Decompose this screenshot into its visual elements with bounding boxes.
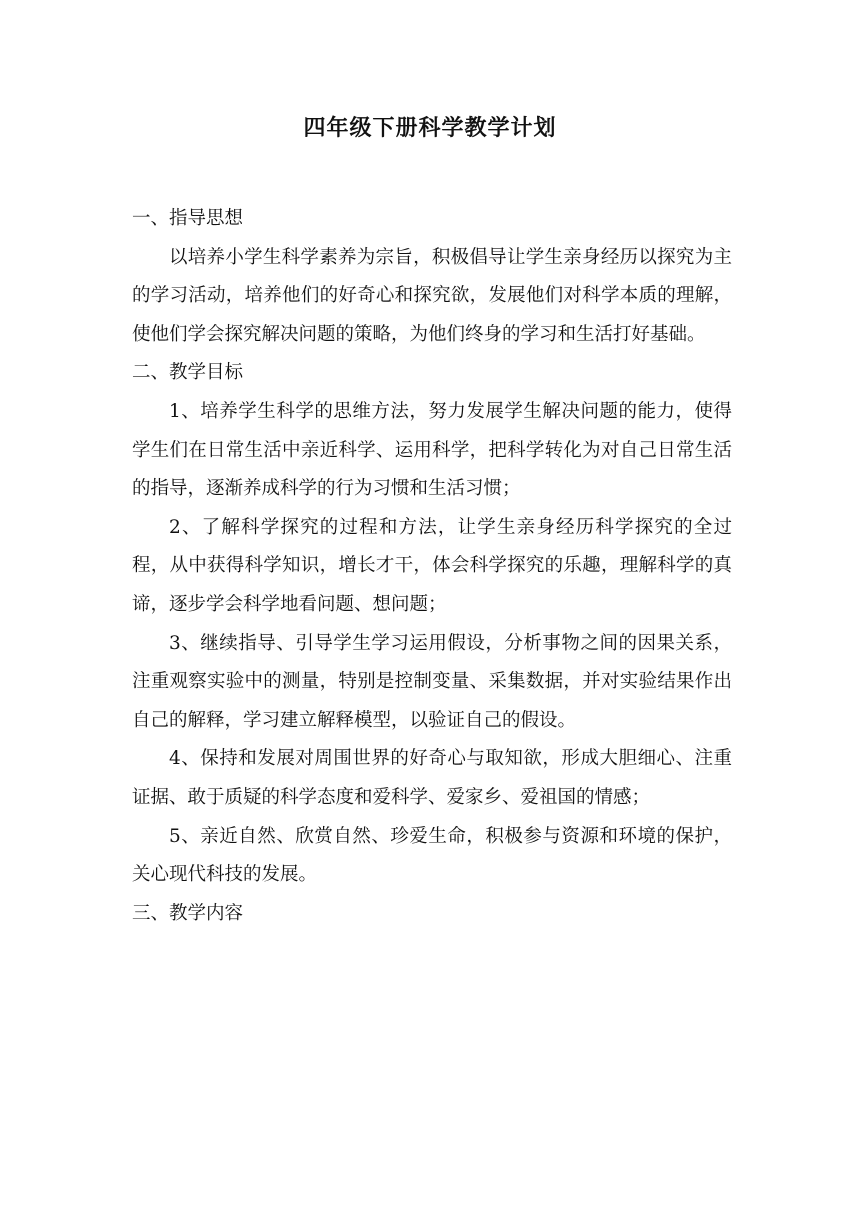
goal-item-5: 5、亲近自然、欣赏自然、珍爱生命，积极参与资源和环境的保护，关心现代科技的发展。 bbox=[132, 825, 732, 886]
paragraph-guiding: 以培养小学生科学素养为宗旨，积极倡导让学生亲身经历以探究为主的学习活动，培养他们的好奇心和探究欲，发展他们对科学本质的理解，使他们学会探究解决问题的策略，为他们终身的学习和生活打好基础。 bbox=[132, 246, 732, 345]
goal-item-4: 4、保持和发展对周围世界的好奇心与取知欲，形成大胆细心、注重证据、敢于质疑的科学态度和爱科学、爱家乡、爱祖国的情感； bbox=[132, 748, 732, 808]
goal-item-3: 3、继续指导、引导学生学习运用假设，分析事物之间的因果关系，注重观察实验中的测量，特别是控制变量、采集数据，并对实验结果作出自己的解释，学习建立解释模型，以验证自己的假设。 bbox=[132, 632, 732, 731]
document-body bbox=[132, 200, 732, 933]
goal-item-2: 2、了解科学探究的过程和方法，让学生亲身经历科学探究的全过程，从中获得科学知识，增长才干，体会科学探究的乐趣，理解科学的真谛，逐步学会科学地看问题、想问题； bbox=[132, 516, 732, 615]
section-heading-content: 三、教学内容 bbox=[132, 902, 244, 924]
section-heading-goals: 二、教学目标 bbox=[132, 362, 244, 384]
section-heading-guiding: 一、指导思想 bbox=[132, 208, 244, 229]
document-title: 四年级下册科学教学计划 bbox=[303, 116, 557, 141]
goal-item-1: 1、培养学生科学的思维方法，努力发展学生解决问题的能力，使得学生们在日常生活中亲近科学、运用科学，把科学转化为对自己日常生活的指导，逐渐养成科学的行为习惯和生活习惯； bbox=[132, 400, 732, 500]
